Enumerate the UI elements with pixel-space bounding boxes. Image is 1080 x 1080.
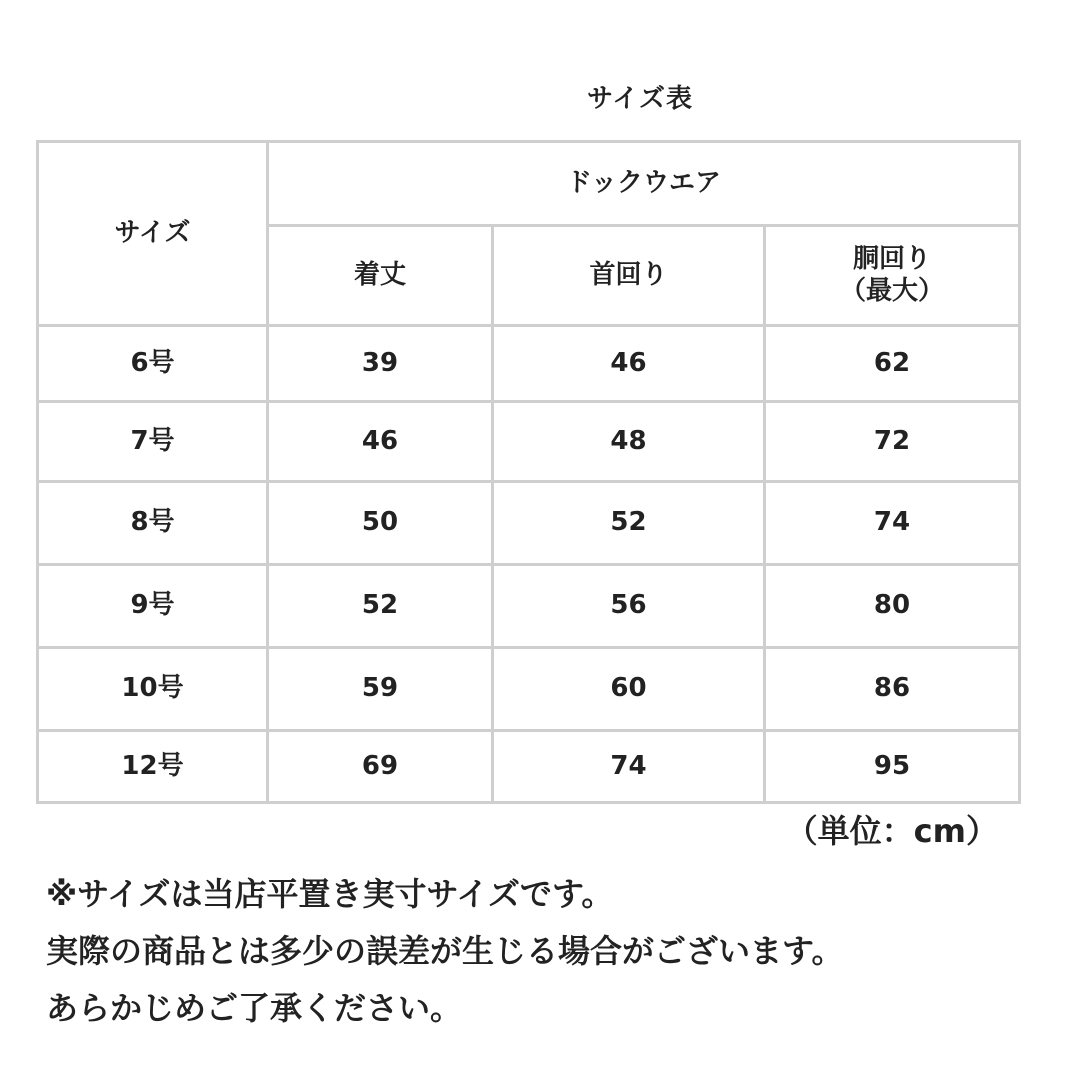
waist-header-line2: （最大） xyxy=(839,275,944,306)
table-row xyxy=(38,648,1020,731)
table-row xyxy=(38,326,1020,402)
neck-cell: 46 xyxy=(493,326,765,402)
waist-column-header xyxy=(765,226,1020,326)
size-cell: 10号 xyxy=(38,648,268,731)
length-cell: 39 xyxy=(268,326,493,402)
note-line: あらかじめご了承ください。 xyxy=(46,989,463,1027)
table-row xyxy=(38,731,1020,803)
waist-header-line1: 胴回り xyxy=(852,244,931,275)
waist-cell: 80 xyxy=(765,565,1020,648)
waist-cell: 62 xyxy=(765,326,1020,402)
table-row xyxy=(38,402,1020,482)
size-cell: 12号 xyxy=(38,731,268,803)
length-cell: 46 xyxy=(268,402,493,482)
length-column-header: 着丈 xyxy=(268,226,493,326)
unit-note: （単位：cm） xyxy=(785,812,998,850)
table-row xyxy=(38,482,1020,565)
waist-cell: 72 xyxy=(765,402,1020,482)
waist-cell: 86 xyxy=(765,648,1020,731)
neck-cell: 48 xyxy=(493,402,765,482)
note-line: ※サイズは当店平置き実寸サイズです。 xyxy=(46,875,614,913)
size-table xyxy=(36,140,1021,804)
neck-cell: 56 xyxy=(493,565,765,648)
size-cell: 9号 xyxy=(38,565,268,648)
neck-column-header: 首回り xyxy=(493,226,765,326)
size-cell: 7号 xyxy=(38,402,268,482)
waist-cell: 74 xyxy=(765,482,1020,565)
waist-cell: 95 xyxy=(765,731,1020,803)
table-header-row xyxy=(38,142,1020,226)
note-line: 実際の商品とは多少の誤差が生じる場合がございます。 xyxy=(46,932,844,970)
neck-cell: 74 xyxy=(493,731,765,803)
length-cell: 52 xyxy=(268,565,493,648)
length-cell: 50 xyxy=(268,482,493,565)
table-row xyxy=(38,565,1020,648)
notes-block xyxy=(46,866,1046,1037)
page-title: サイズ表 xyxy=(587,84,693,114)
size-column-header: サイズ xyxy=(38,142,268,326)
dogwear-group-header: ドックウエア xyxy=(268,142,1020,226)
length-cell: 69 xyxy=(268,731,493,803)
size-cell: 6号 xyxy=(38,326,268,402)
size-cell: 8号 xyxy=(38,482,268,565)
neck-cell: 60 xyxy=(493,648,765,731)
neck-cell: 52 xyxy=(493,482,765,565)
length-cell: 59 xyxy=(268,648,493,731)
